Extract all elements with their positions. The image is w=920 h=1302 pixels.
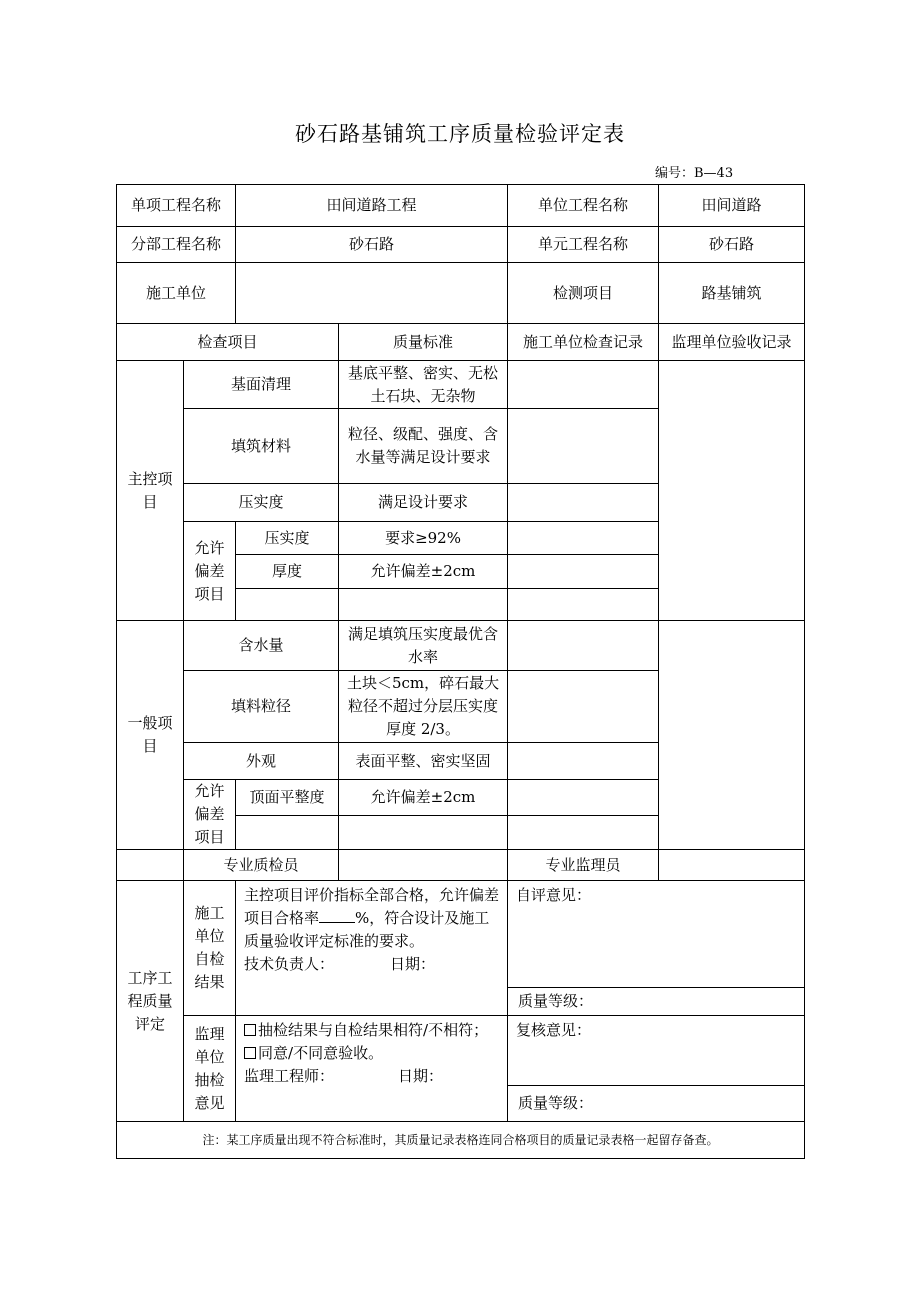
test-item-label: 检测项目	[508, 263, 659, 324]
supervisor-inspector-label: 专业监理员	[508, 850, 659, 881]
project-name-label: 单项工程名称	[117, 185, 236, 227]
col-quality-standard: 质量标准	[339, 324, 508, 361]
self-opinion[interactable]: 自评意见：	[508, 881, 805, 988]
element-project-value: 砂石路	[659, 227, 805, 263]
main-standard: 粒径、级配、强度、含水量等满足设计要求	[339, 409, 508, 484]
qc-inspector-label: 专业质检员	[184, 850, 339, 881]
supervisor-option-2: 同意/不同意验收。	[258, 1044, 384, 1062]
contractor-record-cell[interactable]	[508, 484, 659, 522]
contractor-value	[236, 263, 508, 324]
supervisor-grade[interactable]: 质量等级：	[508, 1086, 805, 1122]
main-standard: 满足设计要求	[339, 484, 508, 522]
contractor-record-cell[interactable]	[508, 780, 659, 816]
tolerance-standard: 允许偏差±2cm	[339, 780, 508, 816]
tolerance-standard-blank[interactable]	[339, 589, 508, 621]
supervisor-check-label: 监理单位抽检意见	[184, 1016, 236, 1122]
main-item: 基面清理	[184, 361, 339, 409]
contractor-record-cell[interactable]	[508, 555, 659, 589]
pass-rate-blank[interactable]	[319, 908, 355, 923]
form-code: 编号：B—43	[655, 166, 734, 181]
contractor-label: 施工单位	[117, 263, 236, 324]
main-item: 填筑材料	[184, 409, 339, 484]
contractor-record-cell[interactable]	[508, 815, 659, 850]
division-label: 分部工程名称	[117, 227, 236, 263]
general-standard: 满足填筑压实度最优含水率	[339, 621, 508, 671]
supervisor-record-cell[interactable]	[659, 361, 805, 621]
review-opinion[interactable]: 复核意见：	[508, 1016, 805, 1086]
self-check-text	[236, 881, 508, 1016]
tolerance-item: 压实度	[236, 522, 339, 555]
contractor-record-cell[interactable]	[508, 671, 659, 743]
checkbox-icon[interactable]	[244, 1024, 256, 1036]
inspection-form-table	[116, 184, 805, 1159]
project-name-value: 田间道路工程	[236, 185, 508, 227]
footnote: 注：某工序质量出现不符合标准时，其质量记录表格连同合格项目的质量记录表格一起留存备查。	[117, 1122, 805, 1159]
tolerance-item: 顶面平整度	[236, 780, 339, 816]
main-item: 压实度	[184, 484, 339, 522]
col-supervisor-record: 监理单位验收记录	[659, 324, 805, 361]
self-grade[interactable]: 质量等级：	[508, 988, 805, 1016]
main-control-group: 主控项目	[117, 361, 184, 621]
col-check-item: 检查项目	[117, 324, 339, 361]
general-item: 含水量	[184, 621, 339, 671]
supervisor-inspector-value[interactable]	[659, 850, 805, 881]
tolerance-item-blank[interactable]	[236, 815, 339, 850]
engineer-label: 监理工程师：	[244, 1067, 335, 1085]
tolerance-item: 厚度	[236, 555, 339, 589]
unit-project-label: 单位工程名称	[508, 185, 659, 227]
tech-lead-label: 技术负责人：	[244, 955, 335, 973]
self-check-text-a: 主控项目评价指标全部合格，允许偏差项目合格率	[244, 886, 500, 927]
general-standard: 土块＜5cm，碎石最大粒径不超过分层压实度厚度 2/3。	[339, 671, 508, 743]
form-title: 砂石路基铺筑工序质量检验评定表	[295, 122, 625, 146]
contractor-record-cell[interactable]	[508, 589, 659, 621]
self-check-text-b: %，符合设计及施工质量验收评定标准的要求。	[244, 909, 490, 950]
test-item-value: 路基铺筑	[659, 263, 805, 324]
main-standard: 基底平整、密实、无松土石块、无杂物	[339, 361, 508, 409]
tolerance-standard: 要求≥92%	[339, 522, 508, 555]
self-date-label: 日期：	[390, 955, 436, 973]
contractor-record-cell[interactable]	[508, 743, 659, 780]
unit-project-value: 田间道路	[659, 185, 805, 227]
supervisor-option-1: 抽检结果与自检结果相符/不相符；	[258, 1021, 489, 1039]
supervisor-record-cell[interactable]	[659, 621, 805, 850]
tolerance-standard: 允许偏差±2cm	[339, 555, 508, 589]
tolerance-item-blank[interactable]	[236, 589, 339, 621]
checkbox-icon[interactable]	[244, 1047, 256, 1059]
evaluation-group: 工序工程质量评定	[117, 881, 184, 1122]
qc-inspector-value[interactable]	[339, 850, 508, 881]
contractor-record-cell[interactable]	[508, 522, 659, 555]
self-check-label: 施工单位自检结果	[184, 881, 236, 1016]
contractor-record-cell[interactable]	[508, 621, 659, 671]
general-group: 一般项目	[117, 621, 184, 850]
contractor-record-cell[interactable]	[508, 361, 659, 409]
element-project-label: 单元工程名称	[508, 227, 659, 263]
tolerance-standard-blank[interactable]	[339, 815, 508, 850]
supervisor-date-label: 日期：	[398, 1067, 444, 1085]
general-tolerance-label: 允许偏差项目	[184, 780, 236, 850]
col-contractor-record: 施工单位检查记录	[508, 324, 659, 361]
general-standard: 表面平整、密实坚固	[339, 743, 508, 780]
general-item: 外观	[184, 743, 339, 780]
supervisor-check-text	[236, 1016, 508, 1122]
general-item: 填料粒径	[184, 671, 339, 743]
contractor-record-cell[interactable]	[508, 409, 659, 484]
division-value: 砂石路	[236, 227, 508, 263]
main-tolerance-label: 允许偏差项目	[184, 522, 236, 621]
